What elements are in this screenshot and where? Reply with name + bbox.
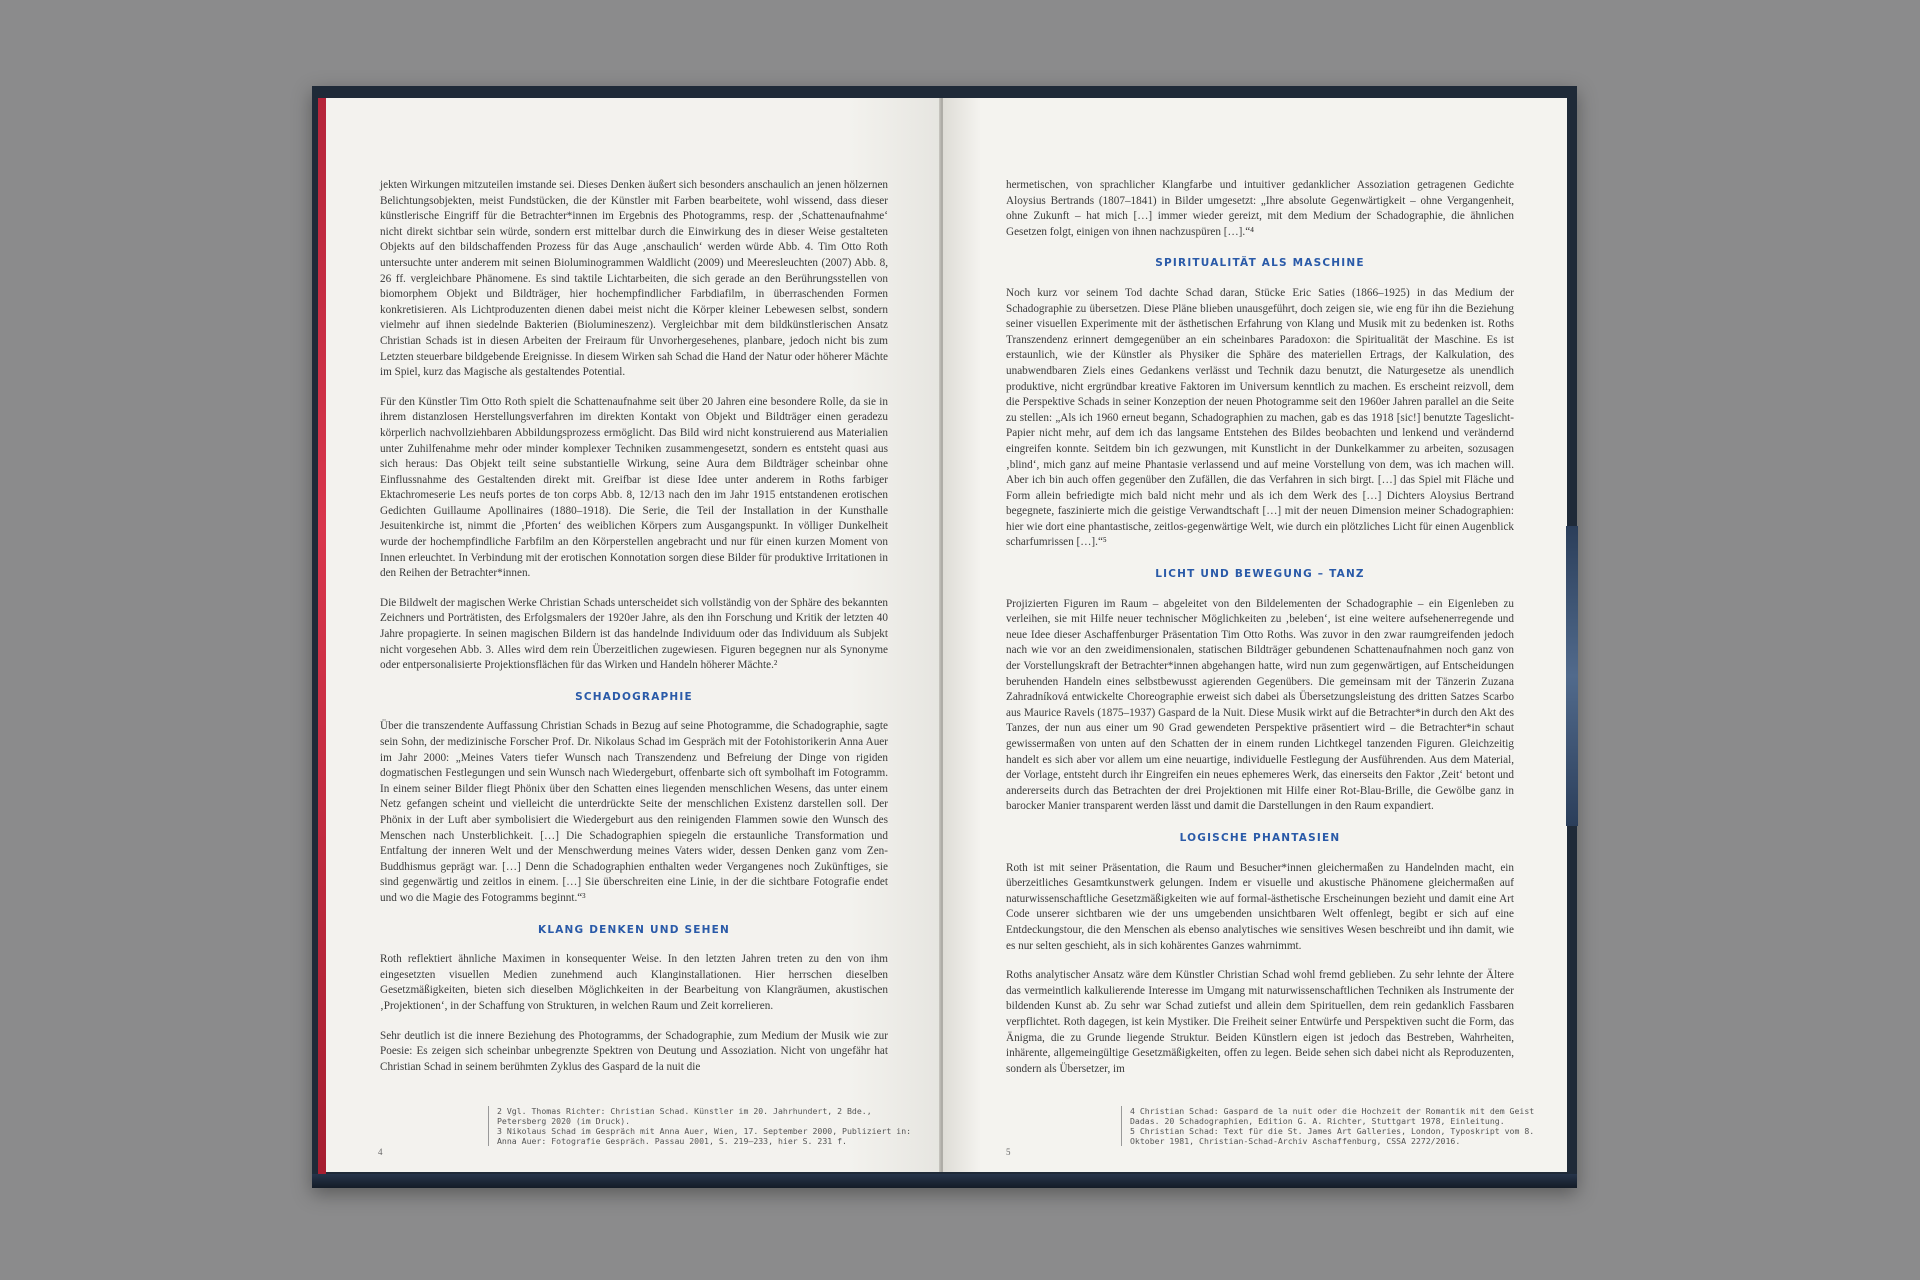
left-section-schadographie: Über die transzendente Auffassung Christian Schads in Bezug auf seine Photogramme, die Schadographie, sagte sein Sohn, der medizinische Forscher Prof. Dr. Nikolaus Schad im Gespräch mit der Fotohistorikerin Anna Auer im Jahr 2000: „Meines Vaters tiefer Wunsch nach Transzendenz und Befreiung der Dinge von rigiden dogmatischen Festlegungen und sein Wunsch nach Wiedergeburt, offenbarte sich oft symbolhaft im Fotogramm. In einem seiner Bilder fliegt Phönix über den Schatten eines liegenden menschlichen Wesens, das unter einem Netz gefangen scheint und vielleicht die unterdrückte Seite der menschlichen Existenz darstellen soll. Der Phönix in der Luft aber symbolisiert die Wiedergeburt aus den reinigenden Flammen sowie den Wunsch des Menschen nach Unsterblichkeit. […] Die Schadographien spiegeln die erstaunliche Transformation und Entfaltung der inneren Welt und der Menschwerdung meines Vaters wider, dessen Denken ganz vom Zen-Buddhismus geprägt war. […] Denn die Schadographien enthalten weder Vergangenes noch Zukünftiges, sie sind gegenwärtig und zeitlos in einem. […] Sie überschreiten eine Linie, in der die sichtbare Fotografie endet und wo die Magie des Fotogramms beginnt.“³ <box>380 720 888 904</box>
footnote-5: 5 Christian Schad: Text für die St. James Art Galleries, London, Typoskript vom 8. Oktober 1981, Christian-Schad-Archiv Aschaffenburg, CSSA 2272/2016. <box>1130 1126 1535 1146</box>
page-number-left: 4 <box>378 1147 383 1157</box>
open-book <box>312 86 1577 1188</box>
left-section-klang-a: Roth reflektiert ähnliche Maximen in konsequenter Weise. In den letzten Jahren treten zu den von ihm eingesetzten visuellen Medien zunehmend auch Klanginstallationen. Hier herrschen dieselben Gesetzmäßigkeiten, bieten sich dieselben Möglichkeiten in der Bearbeitung von Klangräumen, akustischen ‚Projektionen‘, in der Schaffung von Strukturen, in welchen Raum und Zeit korrelieren. <box>380 953 888 1012</box>
cover-edge-detail <box>1566 526 1578 826</box>
heading-licht-bewegung: LICHT UND BEWEGUNG – TANZ <box>1155 568 1365 581</box>
left-paragraph-1: jekten Wirkungen mitzuteilen imstande sei. Dieses Denken äußert sich besonders anschaulich an jenen hölzernen Belichtungsobjekten, meist Fundstücken, die der Künstler mit Farben bearbeitete, wohl wissend, dass dieser künstlerische Eingriff für die Betrachter*innen im Ergebnis des Photogramms, resp. der ‚Schattenaufnahme‘ nicht direkt sichtbar sein würde, sondern erst mittelbar durch die Einwirkung des in dieser Weise gestalteten Objekts auf den bildschaffenden Prozess für das Auge ‚anschaulich‘ werden würde Abb. 4. Tim Otto Roth untersuchte unter anderem mit seinen Bioluminogrammen Waldlicht (2009) und Meeresleuchten (2007) Abb. 8, 26 ff. vergleichbare Phänomene. Es sind taktile Lichtarbeiten, die sich gerade an den Berührungsstellen von biomorphem Objekt und Bildträger, hier hochempfindlicher Farbdiafilm, in überraschenden Formen konkretisieren. Als Lichtproduzenten dienen dabei meist nicht die Körper kleiner Lebewesen selbst, sondern vielmehr auf ihnen siedelnde Bakterien (Biolumineszenz). Vergleichbar mit dem bildkünstlerischen Ansatz Christian Schads ist in diesen Arbeiten der Freiraum für Unvorhergesehenes, planbare, jedoch nicht bis zum Letzten steuerbare bildgebende Ereignisse. In diesem Wirken sah Schad die Hand der Natur oder höherer Mächte im Spiel, kurz das Magische als gestaltendes Potential. <box>380 179 888 379</box>
heading-klang-denken: KLANG DENKEN UND SEHEN <box>537 923 730 936</box>
left-paragraph-3: Die Bildwelt der magischen Werke Christian Schads unterscheidet sich vollständig von der Sphäre des bekannten Zeichners und Porträtisten, des Erfolgsmalers der 1920er Jahre, als den ihn Forschung und Kritik der letzten 40 Jahre propagierte. In seinen magischen Bildern ist das handelnde Individuum oder das Individuum als Subjekt nicht vorgesehen Abb. 3. Alles wird dem rein Überzeitlichen zugewiesen. Figuren begegnen nur als Synonyme oder entpersonalisierte Projektionsflächen für das Wirken und Handeln höherer Mächte.² <box>380 596 888 672</box>
book-red-edge <box>318 98 326 1174</box>
right-page-text <box>1006 178 1514 1091</box>
footnote-2: 2 Vgl. Thomas Richter: Christian Schad. Künstler im 20. Jahrhundert, 2 Bde., Petersberg 2020 (im Druck). <box>497 1106 872 1126</box>
left-paragraph-2: Für den Künstler Tim Otto Roth spielt die Schattenaufnahme seit über 20 Jahren eine besondere Rolle, da sie in ihrem distanzlosen Herstellungsverfahren im direkten Kontakt von Objekt und Bildträger einen geradezu körperlich nachvollziehbaren Abbildungsprozess ermöglicht. Das Bild wird nicht konstruierend aus Materialien unter Zuhilfenahme mehr oder minder komplexer Techniken zusammengesetzt, sondern es entsteht quasi aus sich heraus: Das Objekt teilt seine substantielle Wirkung, seine Aura dem Bildträger scheinbar ohne Einflussnahme des Gestaltenden direkt mit. Greifbar ist diese Idee unter anderem in Roths farbiger Ektachromeserie Les neufs portes de ton corps Abb. 8, 12/13 nach den im Jahr 1915 entstandenen erotischen Gedichten Guillaume Apollinaires (1880–1918). Die Serie, die Teil der Installation in der Kunsthalle Jesuitenkirche ist, nimmt die ‚Pforten‘ des weiblichen Körpers zum Ausgangspunkt. In völliger Dunkelheit wurde der hochempfindliche Farbfilm an den Körperstellen angebracht und nur für einen kurzen Moment von Innen erleuchtet. In Verbindung mit der erotischen Konnotation sorgen diese Bilder für produktive Irritationen in den Reihen der Betrachter*innen. <box>380 395 888 580</box>
right-intro: hermetischen, von sprachlicher Klangfarbe und intuitiver gedanklicher Assoziation getragenen Gedichte Aloysius Bertrands (1807–1841) in Bilder umgesetzt: „Ihre absolute Gegenwärtigkeit – ohne Vergangenheit, ohne Zukunft – hat mich […] immer wieder gereizt, mit dem Medium der Schadographie, die ähnlichen Gesetzen folgt, einigen von ihnen nachzuspüren […].“⁴ <box>1006 179 1514 238</box>
page-number-right: 5 <box>1006 1147 1011 1157</box>
right-section-tanz: Projizierten Figuren im Raum – abgeleitet von den Bildelementen der Schadographie – ein Eigenleben zu verleihen, sie mit Hilfe neuer technischer Möglichkeiten zu ‚beleben‘, ist eine weitere aufsehenerregende und neue Idee dieser Aschaffenburger Präsentation Tim Otto Roths. Was zuvor in den zwar raumgreifenden jedoch nach wie vor an den zweidimensionalen, statischen Bildträger gebundenen Schattenaufnahmen noch ganz von der Vorstellungskraft der Betrachter*innen abgehangen hatte, wird nun zum gegenwärtigen, auf Entscheidungen beruhenden Handeln eines selbstbewusst agierenden Gegenübers. Die gemeinsam mit der Tänzerin Zuzana Zahradníková entwickelte Choreographie erweist sich dabei als Übersetzungsleistung des dritten Satzes Scarbo aus Maurice Ravels (1875–1937) Gaspard de la Nuit. Diese Musik wirkt auf die Betrachter*in durch den Akt des Tanzes, der nun aus einer um 90 Grad gewendeten Perspektive präsentiert wird – die Betrachter*in schaut gewissermaßen von unten auf den Schatten der in einem runden Lichtkegel tanzenden Figuren. Gleichzeitig handelt es sich aber vor allem um eine neuartige, individuelle Festlegung der Ausführenden. Aus dem Material, der Vorlage, entsteht durch ihr Eingreifen ein neues ephemeres Werk, das einerseits den Faktor ‚Zeit‘ betont und andererseits durch das Betrachten der drei Projektionen mit Hilfe einer Rot-Blau-Brille, die Gewölbe ganz in barocker Manier transparent werden lässt und damit die Darstellungen in den Raum expandiert. <box>1006 597 1514 813</box>
right-footnotes <box>1121 1106 1550 1146</box>
heading-spiritualitaet: SPIRITUALITÄT ALS MASCHINE <box>1155 257 1365 270</box>
footnote-4: 4 Christian Schad: Gaspard de la nuit oder die Hochzeit der Romantik mit dem Geist Dadas. 20 Schadographien, Edition G. A. Richter, Stuttgart 1978, Einleitung. <box>1130 1106 1535 1126</box>
heading-logische-phantasien: LOGISCHE PHANTASIEN <box>1179 831 1341 844</box>
left-page-text <box>380 178 888 1089</box>
left-page <box>326 98 941 1172</box>
left-footnotes <box>488 1106 917 1146</box>
right-page <box>943 98 1567 1172</box>
footnote-3: 3 Nikolaus Schad im Gespräch mit Anna Auer, Wien, 17. September 2000, Publiziert in: Anna Auer: Fotografie Gespräch. Passau 2001, S. 219–233, hier S. 231 f. <box>497 1126 912 1146</box>
heading-schadographie: SCHADOGRAPHIE <box>575 690 693 703</box>
left-section-klang-b: Sehr deutlich ist die innere Beziehung des Photogramms, der Schadographie, zum Medium der Musik wie zur Poesie: Es zeigen sich scheinbar unbegrenzte Spektren von Deutung und Assoziation. Nicht von ungefähr hat Christian Schad in seinem berühmten Zyklus des Gaspard de la nuit die <box>380 1029 888 1073</box>
right-section-spiritualitaet: Noch kurz vor seinem Tod dachte Schad daran, Stücke Eric Saties (1866–1925) in das Medium der Schadographie zu übersetzen. Diese Pläne blieben unausgeführt, doch zeigen sie, wie eng für ihn die Beziehung seiner visuellen Experimente mit der ästhetischen Erfahrung von Klang und Musik mit zu bedenken ist. Roths Transzendenz erinnert demgegenüber an ein scheinbares Paradoxon: die Spiritualität der Maschine. Es ist erstaunlich, wie der Künstler als Physiker die Sphäre des materiellen Ertrags, der Kalkulation, des unabwendbaren Ziels eines Gedankens verlässt und Technik dazu benutzt, die Naturgesetze als unendlich produktive, nicht ergründbar kreative Faktoren im Universum kenntlich zu machen. Es erscheint reizvoll, dem die Perspektive Schads in seiner Konzeption der neuen Photogramme seit den 1960er Jahren parallel an die Seite zu stellen: „Als ich 1960 erneut begann, Schadographien zu machen, gab es das 1918 [sic!] benutzte Tageslicht-Papier nicht mehr, auf dem ich das langsame Entstehen des Bildes beobachten und lenkend und verändernd eingreifen konnte. Seitdem bin ich gezwungen, mit Kunstlicht in der Dunkelkammer zu arbeiten, sozusagen ‚blind‘, mich ganz auf meine Phantasie verlassend und auf meine Vorstellung von dem, was ich machen will. Aber ich bin auch offen gegenüber den Zufällen, die das Verfahren in sich birgt. […] das Spiel mit Fläche und Form allein befriedigte mich bald nicht mehr und als ich dem Werk des […] Dichters Aloysius Bertrand begegnete, faszinierte mich die geistige Verwandtschaft […] mit der neuen Dimension meiner Schadographien: hier wie dort eine phantastische, zeitlos-gegenwärtige Welt, wie durch ein plötzliches Licht für einen Augenblick scharfumrissen […].“⁵ <box>1006 286 1514 549</box>
right-section-phantasien-a: Roth ist mit seiner Präsentation, die Raum und Besucher*innen gleichermaßen zu Handelnden macht, ein überzeitliches Gesamtkunstwerk gelungen. Indem er visuelle und akustische Phänomene gleichermaßen auf naturwissenschaftliche Gesetzmäßigkeiten wie auf formal-ästhetische Erscheinungen bezieht und damit eine Art Code unserer sichtbaren wie der uns umgebenden unsichtbaren Welt offenlegt, begibt er sich auf eine Entdeckungstour, die den Menschen als ebenso analytisches wie sensitives Wesen beschreibt und ihn damit, wie es nur selten geschieht, als in sich kohärentes Ganzes wahrnimmt. <box>1006 861 1514 952</box>
right-section-phantasien-b: Roths analytischer Ansatz wäre dem Künstler Christian Schad wohl fremd geblieben. Zu sehr lehnte der Ältere das vermeintlich kalkulierende Interesse im Umgang mit naturwissenschaftlichen Techniken als Instrumente der bildenden Kunst ab. Zu sehr war Schad zutiefst und allein dem Spirituellen, dem rein gedanklich Fassbaren verpflichtet. Roth dagegen, ist kein Mystiker. Die Freiheit seiner Entwürfe und Perspektiven sucht die Form, das Änigma, die zu Grunde liegende Struktur. Beiden Künstlern eigen ist jedoch das Bestreben, Wahrheiten, inhärente, allgemeingültige Gesetzmäßigkeiten, offen zu legen. Beide sehen sich dabei nicht als Reproduzenten, sondern als Übersetzer, im <box>1006 969 1514 1075</box>
